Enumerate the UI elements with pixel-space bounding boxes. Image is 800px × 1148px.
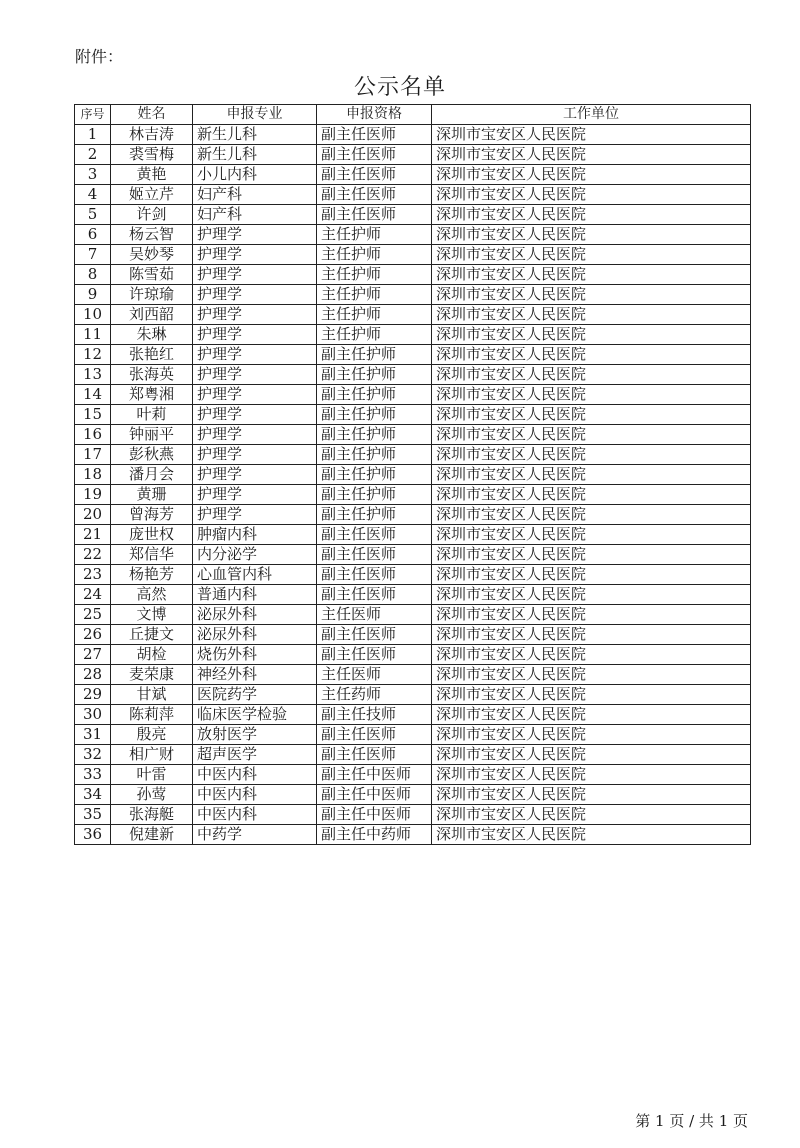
cell-qualification: 主任医师 [317,665,432,685]
cell-name: 许剑 [111,205,193,225]
cell-seq: 16 [75,425,111,445]
cell-qualification: 副主任医师 [317,725,432,745]
header-unit: 工作单位 [432,105,751,125]
cell-seq: 32 [75,745,111,765]
table-row [75,465,751,485]
cell-name: 丘捷文 [111,625,193,645]
cell-unit: 深圳市宝安区人民医院 [432,225,751,245]
cell-specialty: 新生儿科 [193,125,317,145]
cell-name: 黄艳 [111,165,193,185]
cell-seq: 36 [75,825,111,845]
cell-qualification: 主任护师 [317,245,432,265]
cell-seq: 23 [75,565,111,585]
table-row [75,525,751,545]
cell-specialty: 超声医学 [193,745,317,765]
table-row [75,345,751,365]
cell-specialty: 内分泌学 [193,545,317,565]
cell-unit: 深圳市宝安区人民医院 [432,805,751,825]
cell-qualification: 主任护师 [317,225,432,245]
cell-seq: 15 [75,405,111,425]
table-row [75,645,751,665]
cell-qualification: 副主任医师 [317,125,432,145]
cell-name: 林吉涛 [111,125,193,145]
cell-specialty: 中医内科 [193,785,317,805]
table-row [75,405,751,425]
cell-specialty: 烧伤外科 [193,645,317,665]
table-row [75,485,751,505]
cell-name: 许琼瑜 [111,285,193,305]
table-row [75,145,751,165]
cell-unit: 深圳市宝安区人民医院 [432,445,751,465]
cell-unit: 深圳市宝安区人民医院 [432,705,751,725]
table-row [75,185,751,205]
cell-specialty: 中医内科 [193,805,317,825]
cell-specialty: 护理学 [193,505,317,525]
cell-specialty: 护理学 [193,345,317,365]
cell-name: 刘西韶 [111,305,193,325]
cell-unit: 深圳市宝安区人民医院 [432,325,751,345]
cell-name: 吴妙琴 [111,245,193,265]
cell-unit: 深圳市宝安区人民医院 [432,825,751,845]
cell-unit: 深圳市宝安区人民医院 [432,205,751,225]
cell-specialty: 护理学 [193,325,317,345]
table-row [75,765,751,785]
cell-seq: 9 [75,285,111,305]
table-row [75,245,751,265]
table-row [75,825,751,845]
cell-unit: 深圳市宝安区人民医院 [432,525,751,545]
cell-name: 倪建新 [111,825,193,845]
cell-unit: 深圳市宝安区人民医院 [432,565,751,585]
cell-seq: 14 [75,385,111,405]
cell-seq: 19 [75,485,111,505]
cell-name: 陈雪茹 [111,265,193,285]
cell-qualification: 主任护师 [317,285,432,305]
cell-specialty: 心血管内科 [193,565,317,585]
cell-specialty: 中医内科 [193,765,317,785]
cell-unit: 深圳市宝安区人民医院 [432,765,751,785]
table-row [75,225,751,245]
cell-seq: 31 [75,725,111,745]
cell-qualification: 副主任医师 [317,625,432,645]
cell-unit: 深圳市宝安区人民医院 [432,645,751,665]
cell-unit: 深圳市宝安区人民医院 [432,685,751,705]
cell-seq: 21 [75,525,111,545]
cell-unit: 深圳市宝安区人民医院 [432,245,751,265]
cell-qualification: 副主任医师 [317,525,432,545]
table-row [75,785,751,805]
table-row [75,725,751,745]
table-row [75,625,751,645]
cell-specialty: 泌尿外科 [193,625,317,645]
cell-qualification: 副主任护师 [317,385,432,405]
cell-specialty: 临床医学检验 [193,705,317,725]
cell-name: 杨艳芳 [111,565,193,585]
cell-seq: 6 [75,225,111,245]
cell-name: 庞世权 [111,525,193,545]
cell-seq: 29 [75,685,111,705]
table-header-row [75,105,751,125]
cell-name: 叶莉 [111,405,193,425]
cell-specialty: 小儿内科 [193,165,317,185]
cell-specialty: 护理学 [193,385,317,405]
header-specialty: 申报专业 [193,105,317,125]
cell-seq: 22 [75,545,111,565]
cell-unit: 深圳市宝安区人民医院 [432,545,751,565]
table-row [75,705,751,725]
table-row [75,125,751,145]
cell-unit: 深圳市宝安区人民医院 [432,605,751,625]
cell-unit: 深圳市宝安区人民医院 [432,425,751,445]
cell-specialty: 新生儿科 [193,145,317,165]
page-title: 公示名单 [353,75,446,100]
cell-specialty: 妇产科 [193,205,317,225]
cell-qualification: 副主任医师 [317,145,432,165]
cell-seq: 12 [75,345,111,365]
cell-qualification: 副主任医师 [317,565,432,585]
cell-seq: 1 [75,125,111,145]
header-seq: 序号 [75,105,111,125]
header-qualification: 申报资格 [317,105,432,125]
cell-unit: 深圳市宝安区人民医院 [432,745,751,765]
table-row [75,385,751,405]
cell-unit: 深圳市宝安区人民医院 [432,625,751,645]
cell-seq: 28 [75,665,111,685]
cell-unit: 深圳市宝安区人民医院 [432,385,751,405]
cell-specialty: 护理学 [193,265,317,285]
table-row [75,605,751,625]
cell-unit: 深圳市宝安区人民医院 [432,185,751,205]
cell-qualification: 主任护师 [317,325,432,345]
cell-name: 裘雪梅 [111,145,193,165]
table-row [75,445,751,465]
cell-specialty: 中药学 [193,825,317,845]
cell-seq: 17 [75,445,111,465]
table-row [75,325,751,345]
cell-seq: 27 [75,645,111,665]
table-row [75,205,751,225]
cell-seq: 13 [75,365,111,385]
cell-name: 曾海芳 [111,505,193,525]
cell-seq: 18 [75,465,111,485]
cell-qualification: 副主任护师 [317,505,432,525]
cell-unit: 深圳市宝安区人民医院 [432,345,751,365]
cell-seq: 8 [75,265,111,285]
table-row [75,305,751,325]
cell-seq: 20 [75,505,111,525]
cell-specialty: 护理学 [193,445,317,465]
cell-name: 孙莺 [111,785,193,805]
cell-name: 姬立芹 [111,185,193,205]
cell-seq: 10 [75,305,111,325]
cell-qualification: 主任护师 [317,265,432,285]
cell-qualification: 副主任护师 [317,425,432,445]
cell-specialty: 护理学 [193,365,317,385]
cell-qualification: 副主任中医师 [317,765,432,785]
cell-name: 张海英 [111,365,193,385]
cell-qualification: 副主任护师 [317,345,432,365]
cell-specialty: 妇产科 [193,185,317,205]
table-body [75,125,751,845]
cell-unit: 深圳市宝安区人民医院 [432,665,751,685]
cell-specialty: 神经外科 [193,665,317,685]
table-row [75,285,751,305]
table-row [75,745,751,765]
cell-seq: 25 [75,605,111,625]
cell-name: 钟丽平 [111,425,193,445]
cell-qualification: 副主任医师 [317,185,432,205]
cell-seq: 5 [75,205,111,225]
cell-qualification: 副主任护师 [317,465,432,485]
cell-name: 彭秋燕 [111,445,193,465]
cell-specialty: 放射医学 [193,725,317,745]
cell-name: 甘斌 [111,685,193,705]
cell-specialty: 护理学 [193,225,317,245]
cell-qualification: 副主任护师 [317,405,432,425]
table-row [75,685,751,705]
table-row [75,545,751,565]
cell-specialty: 医院药学 [193,685,317,705]
cell-unit: 深圳市宝安区人民医院 [432,585,751,605]
cell-name: 朱琳 [111,325,193,345]
cell-qualification: 副主任医师 [317,585,432,605]
table-row [75,425,751,445]
cell-seq: 4 [75,185,111,205]
cell-qualification: 副主任中医师 [317,805,432,825]
cell-seq: 33 [75,765,111,785]
cell-qualification: 主任护师 [317,305,432,325]
cell-name: 张海艇 [111,805,193,825]
cell-seq: 24 [75,585,111,605]
cell-specialty: 护理学 [193,465,317,485]
cell-name: 叶雷 [111,765,193,785]
roster-table [74,104,751,845]
cell-name: 郑粤湘 [111,385,193,405]
cell-qualification: 副主任护师 [317,445,432,465]
cell-name: 陈莉萍 [111,705,193,725]
cell-seq: 30 [75,705,111,725]
cell-qualification: 副主任中医师 [317,785,432,805]
cell-name: 张艳红 [111,345,193,365]
table-row [75,365,751,385]
cell-seq: 35 [75,805,111,825]
cell-qualification: 副主任中药师 [317,825,432,845]
cell-unit: 深圳市宝安区人民医院 [432,485,751,505]
cell-name: 高然 [111,585,193,605]
cell-unit: 深圳市宝安区人民医院 [432,125,751,145]
cell-name: 潘月会 [111,465,193,485]
cell-qualification: 副主任医师 [317,745,432,765]
cell-unit: 深圳市宝安区人民医院 [432,305,751,325]
table-row [75,265,751,285]
cell-seq: 34 [75,785,111,805]
cell-specialty: 泌尿外科 [193,605,317,625]
cell-qualification: 副主任医师 [317,645,432,665]
cell-name: 郑信华 [111,545,193,565]
cell-qualification: 副主任护师 [317,485,432,505]
cell-qualification: 副主任技师 [317,705,432,725]
page-footer: 第 1 页 / 共 1 页 [635,1112,748,1130]
cell-specialty: 护理学 [193,245,317,265]
cell-unit: 深圳市宝安区人民医院 [432,405,751,425]
cell-qualification: 副主任护师 [317,365,432,385]
cell-unit: 深圳市宝安区人民医院 [432,165,751,185]
cell-unit: 深圳市宝安区人民医院 [432,725,751,745]
cell-seq: 11 [75,325,111,345]
cell-qualification: 副主任医师 [317,205,432,225]
cell-specialty: 普通内科 [193,585,317,605]
cell-name: 麦荣康 [111,665,193,685]
cell-unit: 深圳市宝安区人民医院 [432,505,751,525]
cell-qualification: 副主任医师 [317,545,432,565]
table-row [75,585,751,605]
cell-name: 殷亮 [111,725,193,745]
cell-unit: 深圳市宝安区人民医院 [432,265,751,285]
cell-name: 相广财 [111,745,193,765]
table-row [75,505,751,525]
table-row [75,805,751,825]
table-row [75,665,751,685]
cell-specialty: 护理学 [193,485,317,505]
cell-seq: 7 [75,245,111,265]
cell-unit: 深圳市宝安区人民医院 [432,365,751,385]
cell-qualification: 副主任医师 [317,165,432,185]
cell-unit: 深圳市宝安区人民医院 [432,785,751,805]
cell-name: 文博 [111,605,193,625]
cell-seq: 3 [75,165,111,185]
header-name: 姓名 [111,105,193,125]
cell-seq: 2 [75,145,111,165]
cell-seq: 26 [75,625,111,645]
cell-specialty: 护理学 [193,405,317,425]
cell-name: 杨云智 [111,225,193,245]
cell-name: 胡检 [111,645,193,665]
cell-name: 黄珊 [111,485,193,505]
cell-qualification: 主任药师 [317,685,432,705]
table-row [75,165,751,185]
cell-unit: 深圳市宝安区人民医院 [432,285,751,305]
cell-unit: 深圳市宝安区人民医院 [432,465,751,485]
cell-specialty: 肿瘤内科 [193,525,317,545]
cell-unit: 深圳市宝安区人民医院 [432,145,751,165]
cell-specialty: 护理学 [193,285,317,305]
cell-qualification: 主任医师 [317,605,432,625]
cell-specialty: 护理学 [193,305,317,325]
attachment-label: 附件： [75,47,124,66]
cell-specialty: 护理学 [193,425,317,445]
table-row [75,565,751,585]
